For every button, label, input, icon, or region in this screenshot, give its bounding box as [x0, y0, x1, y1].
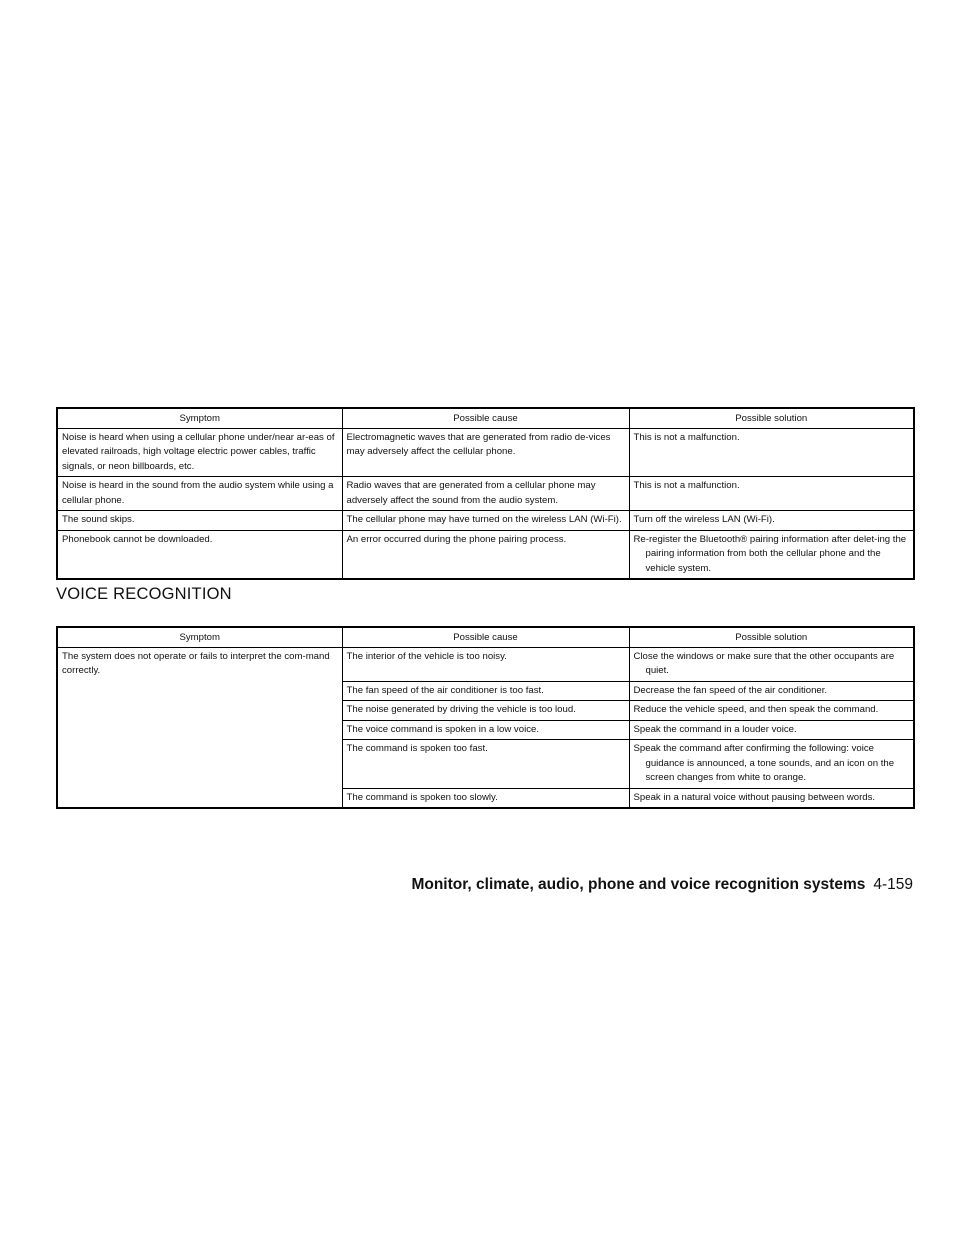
page-number: 4-159 — [873, 876, 913, 893]
bluetooth-troubleshooting-table — [56, 407, 915, 580]
cause-cell: Electromagnetic waves that are generated from radio de-vices may adversely affect the cellular phone. — [342, 428, 629, 477]
table-header-row — [57, 408, 914, 428]
header-symptom: Symptom — [57, 408, 342, 428]
footer-section-title: Monitor, climate, audio, phone and voice recognition systems — [411, 876, 866, 893]
page-footer — [411, 876, 913, 894]
header-possible-cause: Possible cause — [342, 627, 629, 647]
cause-cell: The noise generated by driving the vehicle is too loud. — [342, 701, 629, 721]
header-possible-solution: Possible solution — [629, 408, 914, 428]
cause-cell: The cellular phone may have turned on the wireless LAN (Wi-Fi). — [342, 511, 629, 531]
table-row — [57, 511, 914, 531]
solution-cell: Decrease the fan speed of the air conditioner. — [629, 681, 914, 701]
table-row — [57, 647, 914, 681]
solution-cell: This is not a malfunction. — [629, 477, 914, 511]
table-row — [57, 530, 914, 579]
table-row — [57, 477, 914, 511]
header-possible-cause: Possible cause — [342, 408, 629, 428]
section-title: VOICE RECOGNITION — [56, 585, 232, 603]
solution-cell: Speak the command after confirming the following: voice guidance is announced, a tone sounds, and an icon on the screen changes from white to orange. — [629, 740, 914, 789]
solution-cell: This is not a malfunction. — [629, 428, 914, 477]
header-symptom: Symptom — [57, 627, 342, 647]
symptom-cell: Noise is heard when using a cellular phone under/near ar-eas of elevated railroads, high voltage electric power cables, traffic signals, or neon billboards, etc. — [57, 428, 342, 477]
symptom-cell: Noise is heard in the sound from the audio system while using a cellular phone. — [57, 477, 342, 511]
cause-cell: The fan speed of the air conditioner is too fast. — [342, 681, 629, 701]
symptom-cell: The sound skips. — [57, 511, 342, 531]
solution-cell: Re-register the Bluetooth® pairing information after delet-ing the pairing information from both the cellular phone and the vehicle system. — [629, 530, 914, 579]
symptom-cell: Phonebook cannot be downloaded. — [57, 530, 342, 579]
cause-cell: The interior of the vehicle is too noisy. — [342, 647, 629, 681]
solution-cell: Close the windows or make sure that the other occupants are quiet. — [629, 647, 914, 681]
solution-cell: Reduce the vehicle speed, and then speak the command. — [629, 701, 914, 721]
solution-cell: Speak in a natural voice without pausing between words. — [629, 788, 914, 808]
solution-cell: Turn off the wireless LAN (Wi-Fi). — [629, 511, 914, 531]
symptom-cell: The system does not operate or fails to interpret the com-mand correctly. — [57, 647, 342, 808]
cause-cell: The command is spoken too fast. — [342, 740, 629, 789]
voice-recognition-troubleshooting-table — [56, 626, 915, 809]
table-row — [57, 428, 914, 477]
cause-cell: The voice command is spoken in a low voice. — [342, 720, 629, 740]
cause-cell: Radio waves that are generated from a cellular phone may adversely affect the sound from the audio system. — [342, 477, 629, 511]
cause-cell: The command is spoken too slowly. — [342, 788, 629, 808]
table-header-row — [57, 627, 914, 647]
header-possible-solution: Possible solution — [629, 627, 914, 647]
solution-cell: Speak the command in a louder voice. — [629, 720, 914, 740]
cause-cell: An error occurred during the phone pairing process. — [342, 530, 629, 579]
